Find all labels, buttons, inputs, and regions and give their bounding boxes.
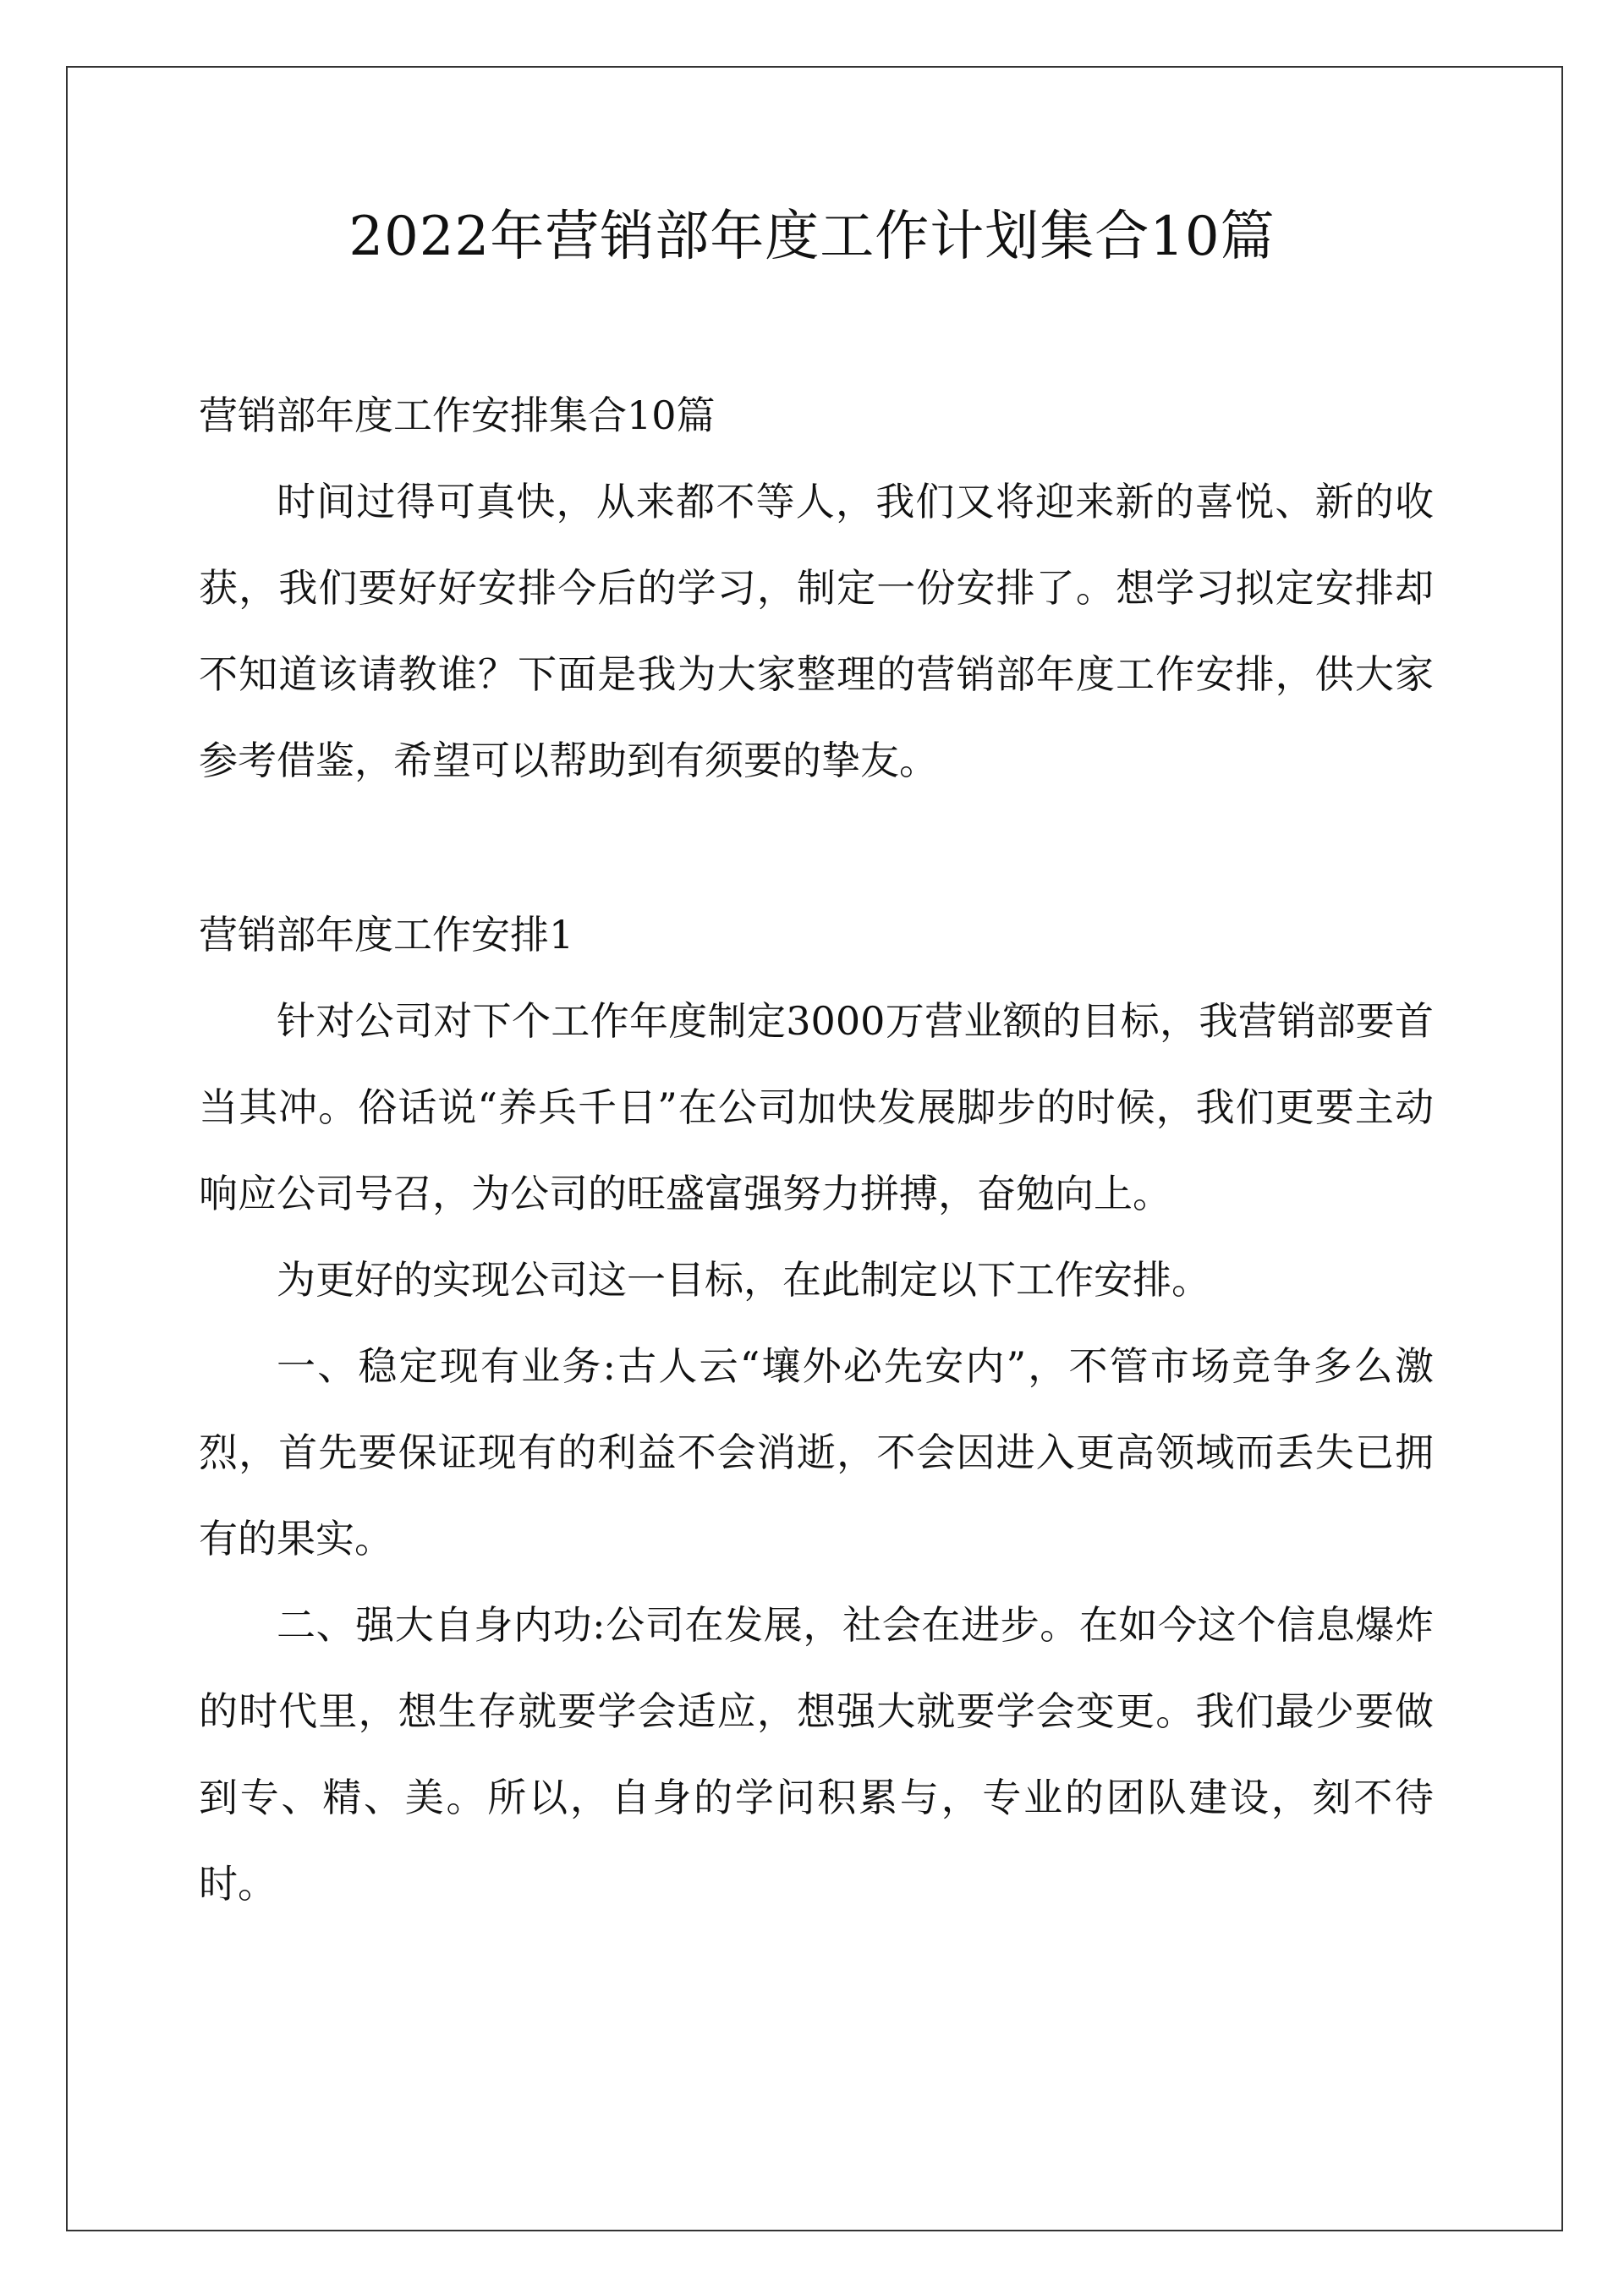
- document-subtitle: 营销部年度工作安排集合10篇: [199, 392, 716, 438]
- section-heading: 营销部年度工作安排1: [199, 912, 574, 958]
- section-spacer: [199, 804, 1434, 892]
- intro-paragraph: 时间过得可真快，从来都不等人，我们又将迎来新的喜悦、新的收获，我们要好好安排今后的学习，制定一份安排了。想学习拟定安排却不知道该请教谁？下面是我为大家整理的营销部年度工作安排，供大家参考借鉴，希望可以帮助到有须要的挚友。: [199, 479, 1434, 783]
- body-paragraph: 一、稳定现有业务:古人云“壤外必先安内”，不管市场竞争多么激烈，首先要保证现有的利益不会消逝，不会因进入更高领域而丢失已拥有的果实。: [199, 1343, 1434, 1561]
- document-title: 2022年营销部年度工作计划集合10篇: [348, 206, 1276, 268]
- document-body: [199, 372, 1434, 1927]
- body-paragraph: 针对公司对下个工作年度制定3000万营业额的目标，我营销部要首当其冲。俗话说“养兵千日”在公司加快发展脚步的时候，我们更要主动响应公司号召，为公司的旺盛富强努力拼搏，奋勉向上。: [199, 998, 1434, 1216]
- body-paragraph: 为更好的实现公司这一目标，在此制定以下工作安排。: [277, 1257, 1210, 1303]
- body-paragraph: 二、强大自身内功:公司在发展，社会在进步。在如今这个信息爆炸的时代里，想生存就要学会适应，想强大就要学会变更。我们最少要做到专、精、美。所以，自身的学问积累与，专业的团队建设，刻不待时。: [199, 1602, 1434, 1907]
